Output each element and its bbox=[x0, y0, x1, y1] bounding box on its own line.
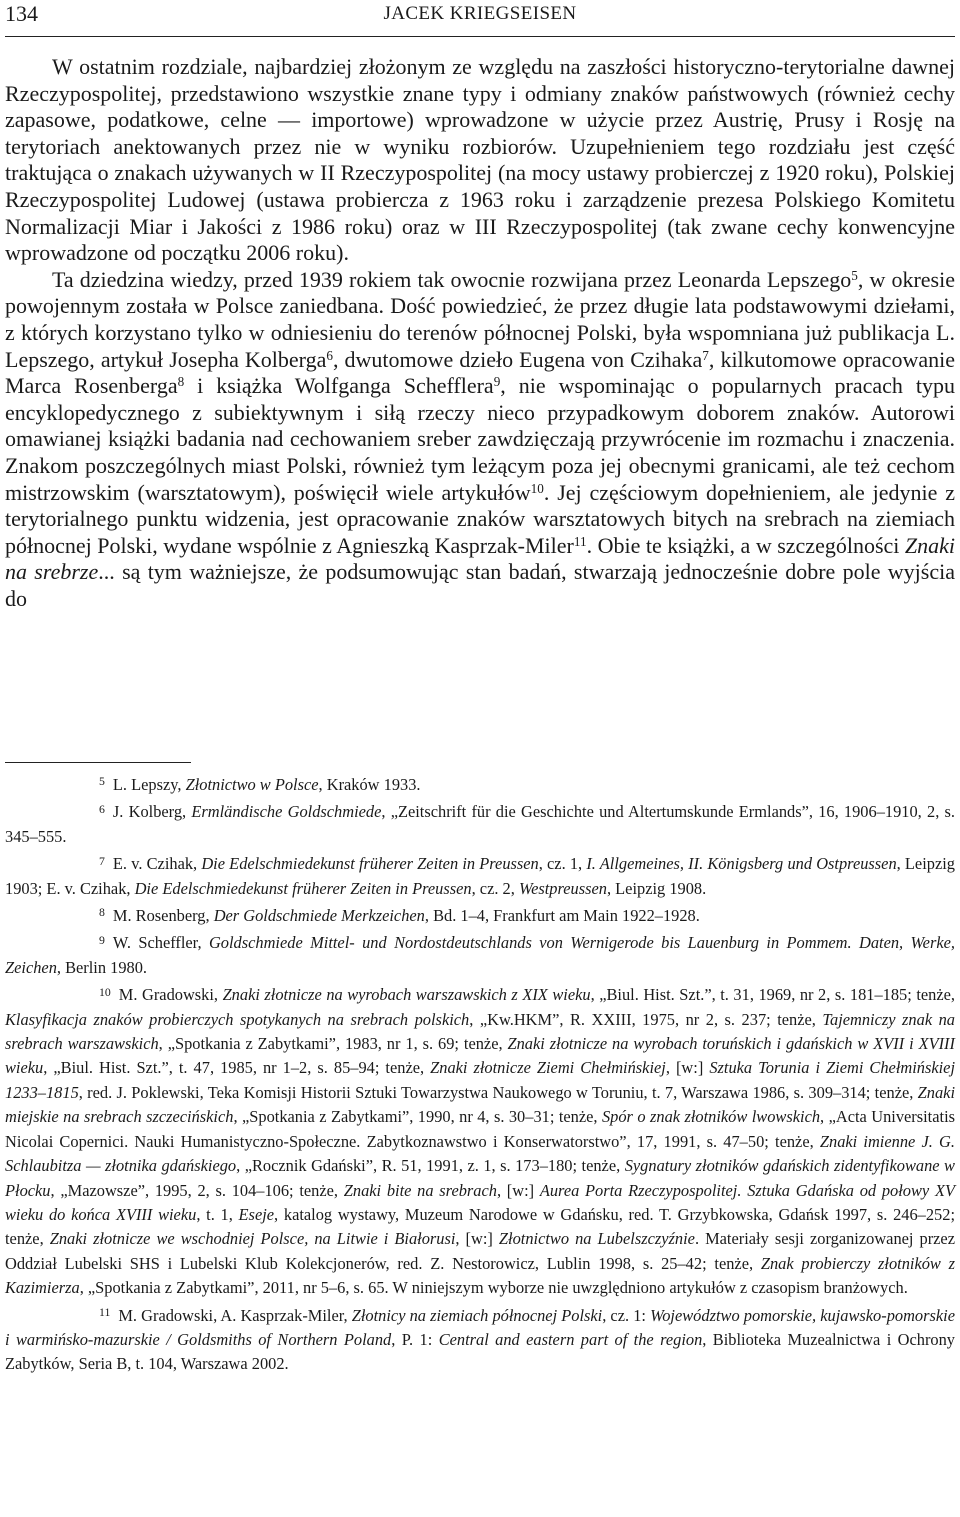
text-run: , „Spotkania z Zabytkami”, 2011, nr 5–6, s. 65. W niniejszym wyborze nie uwzględniono artykułów z czasopism branżowych. bbox=[79, 1278, 908, 1298]
text-run: , Bd. 1–4, Frankfurt am Main 1922–1928. bbox=[424, 906, 700, 926]
italic-title: Znaki bite na srebrach bbox=[343, 1180, 497, 1200]
text-run: i książka Wolfganga Schefflera bbox=[184, 373, 494, 399]
text-run: , [w:] bbox=[496, 1180, 540, 1200]
text-run: , Biblioteka Muzealnictwa i Ochrony Zabytków, Seria B, t. 104, Warszawa 2002. bbox=[5, 1329, 955, 1374]
text-run: , „Rocznik Gdański”, R. 51, 1991, z. 1, s. 173–180; tenże, bbox=[236, 1156, 625, 1176]
text-run: E. v. Czihak, bbox=[112, 854, 202, 874]
footnote-ref-10[interactable]: 10 bbox=[530, 480, 544, 496]
text-run: . Jej częściowym dopełnieniem, ale jedynie z terytorialnego punktu widzenia, jest opracowanie znaków warsztatowych bitych na srebrach na ziemiach północnej Polski, wydane wspólnie z Agnieszką Kasprzak-Miler bbox=[5, 479, 955, 558]
italic-title: Znak probierczy złotników z Kazimierza bbox=[5, 1253, 955, 1298]
footnotes bbox=[5, 773, 955, 1380]
italic-title: Die Edelschmiedekunst früherer Zeiten in Preussen bbox=[134, 878, 472, 898]
text-run: . Obie te książki, a w szczególności bbox=[586, 532, 905, 558]
text-run: , „Kw.HKM”, R. XXIII, 1975, nr 2, s. 237; tenże, bbox=[469, 1009, 823, 1029]
footnote-ref-5[interactable]: 5 bbox=[851, 267, 858, 283]
footnote-ref-11[interactable]: 11 bbox=[573, 533, 587, 549]
text-run: , Leipzig 1908. bbox=[606, 878, 707, 898]
footnote-ref-8[interactable]: 8 bbox=[177, 373, 185, 389]
text-run: J. Kolberg, bbox=[112, 802, 192, 822]
text-run: M. Rosenberg, bbox=[112, 906, 214, 926]
text-run: , cz. 1, bbox=[538, 854, 587, 874]
italic-title: Znaki złotnicze na wyrobach warszawskich z XIX wieku bbox=[222, 985, 591, 1005]
italic-title: Klasyfikacja znaków probierczych spotykanych na srebrach polskich bbox=[5, 1009, 470, 1029]
text-run: M. Gradowski, bbox=[118, 985, 223, 1005]
footnote-10: 10 M. Gradowski, Znaki złotnicze na wyrobach warszawskich z XIX wieku, „Biul. Hist. Szt.”, t. 31, 1969, nr 2, s. 181–185; tenże, Klasyfikacja znaków probierczych spotykanych na srebrach polskich, „Kw.HKM”, R. XXIII, 1975, nr 2, s. 237; tenże, Tajemniczy znak na srebrach warszawskich, „Spotkania z Zabytkami”, 1983, nr 1, s. 69; tenże, Znaki złotnicze na wyrobach toruńskich i gdańskich w XVII i XVIII wieku, „Biul. Hist. Szt.”, t. 47, 1985, nr 1–2, s. 85–94; tenże, Znaki złotnicze Ziemi Chełmińskiej, [w:] Sztuka Torunia i Ziemi Chełmińskiej 1233–1815, red. J. Poklewski, Teka Komisji Historii Sztuki Towarzystwa Naukowego w Toruniu, t. 7, Warszawa 1986, s. 309–314; tenże, Znaki miejskie na srebrach szczecińskich, „Spotkania z Zabytkami”, 1990, nr 4, s. 30–31; tenże, Spór o znak złotników lwowskich, „Acta Universitatis Nicolai Copernici. Nauki Humanistyczno-Społeczne. Zabytkoznawstwo i Konserwatorstwo”, 17, 1991, s. 47–50; tenże, Znaki imienne J. G. Schlaubitza — złotnika gdańskiego, „Rocznik Gdański”, R. 51, 1991, z. 1, s. 173–180; tenże, Sygnatury złotników gdańskich zidentyfikowane w Płocku, „Mazowsze”, 1995, 2, s. 104–106; tenże, Znaki bite na srebrach, [w:] Aurea Porta Rzeczypospolitej. Sztuka Gdańska od połowy XV wieku do końca XVIII wieku, t. 1, Eseje, katalog wystawy, Muzeum Narodowe w Gdańsku, red. T. Grzybkowska, Gdańsk 1997, s. 246–252; tenże, Znaki złotnicze we wschodniej Polsce, na Litwie i Białorusi, [w:] Złotnictwo na Lubelszczyźnie. Materiały sesji zorganizowanej przez Oddział Lubelski SHS i Lubelski Klub Kolekcjonerów, red. Z. Nestorowicz, Lublin 1998, s. 25–42; tenże, Znak probierczy złotników z Kazimierza, „Spotkania z Zabytkami”, 2011, nr 5–6, s. 65. W niniejszym wyborze nie uwzględniono artykułów z czasopism branżowych. bbox=[5, 984, 956, 1298]
italic-title: Złotnictwo na Lubelszczyźnie bbox=[498, 1229, 695, 1249]
text-run: , „Biul. Hist. Szt.”, t. 47, 1985, nr 1–2, s. 85–94; tenże, bbox=[43, 1058, 431, 1078]
text-run: , dwutomowe dzieło Eugena von Czihaka bbox=[332, 346, 703, 372]
text-run: . Materiały sesji zorganizowanej przez Oddział Lubelski SHS i Lubelski Klub Kolekcjonerów, red. Z. Nestorowicz, Lublin 1998, s. 25–42; tenże, bbox=[5, 1229, 955, 1273]
italic-title: Znaki imienne J. G. Schlaubitza — złotnika gdańskiego bbox=[5, 1131, 955, 1176]
italic-title: Aurea Porta Rzeczypospolitej. Sztuka Gdańska od połowy XV wieku do końca XVIII wieku bbox=[5, 1180, 955, 1224]
italic-title: Znaki miejskie na srebrach szczecińskich bbox=[5, 1082, 955, 1127]
text-run: , t. 1, bbox=[196, 1204, 239, 1224]
footnote-ref-6[interactable]: 6 bbox=[326, 347, 333, 363]
book-title: Znaki na srebrze bbox=[5, 532, 956, 585]
italic-title: I. Allgemeines, II. Königsberg und Ostpreussen bbox=[586, 854, 897, 874]
footnote-ref-7[interactable]: 7 bbox=[702, 347, 709, 363]
text-run: , „Mazowsze”, 1995, 2, s. 104–106; tenże, bbox=[50, 1180, 344, 1200]
page-number: 134 bbox=[5, 1, 38, 26]
text-run: , red. J. Poklewski, Teka Komisji Historii Sztuki Towarzystwa Naukowego w Toruniu, t. 7, Warszawa 1986, s. 309–314; tenże, bbox=[78, 1082, 918, 1102]
footnote-ref-9[interactable]: 9 bbox=[493, 373, 501, 389]
footnote-5: 5 L. Lepszy, Złotnictwo w Polsce, Kraków 1933. bbox=[99, 774, 421, 794]
text-run: , katalog wystawy, Muzeum Narodowe w Gdańsku, red. T. Grzybkowska, Gdańsk 1997, s. 246–252; tenże, bbox=[5, 1204, 956, 1249]
paragraph-2 bbox=[5, 267, 955, 613]
text-run: Ta dziedzina wiedzy, przed 1939 rokiem tak owocnie rozwijana przez Leonarda Lepszego bbox=[52, 266, 852, 292]
text-run: , „Spotkania z Zabytkami”, 1983, nr 1, s. 69; tenże, bbox=[158, 1034, 508, 1054]
footnote-11: 11 M. Gradowski, A. Kasprzak-Miler, Złotnicy na ziemiach północnej Polski, cz. 1: Województwo pomorskie, kujawsko-pomorskie i warmińsko-mazurskie / Goldsmiths of Northern Poland, P. 1: Central and eastern part of the region, Biblioteka Muzealnictwa i Ochrony Zabytków, Seria B, t. 104, Warszawa 2002. bbox=[5, 1304, 955, 1374]
footnote-9: 9 W. Scheffler, Goldschmiede Mittel- und Nordostdeutschlands von Wernigerode bis Lauenburg in Pommem. Daten, Werke, Zeichen, Berlin 1980. bbox=[5, 932, 955, 977]
text-run: , w okresie powojennym została w Polsce zaniedbana. Dość powiedzieć, że przez długie lata podstawowymi dziełami, z których korzystano tylko w odniesieniu do terenów północnej Polski, była wspomniana już publikacja L. Lepszego, artykuł Josepha Kolberga bbox=[5, 266, 955, 372]
running-head: JACEK KRIEGSEISEN bbox=[383, 3, 577, 24]
text-run: , [w:] bbox=[665, 1058, 710, 1078]
text-run: , kilkutomowe opracowanie Marca Rosenberga bbox=[5, 346, 955, 399]
footnote-separator bbox=[5, 762, 191, 763]
italic-title: Znaki złotnicze Ziemi Chełmińskiej bbox=[430, 1058, 666, 1078]
italic-title: Województwo pomorskie, kujawsko-pomorskie i warmińsko-mazurskie / Goldsmiths of Northern Poland bbox=[5, 1305, 955, 1349]
italic-title: Westpreussen bbox=[518, 878, 607, 898]
italic-title: Eseje bbox=[238, 1204, 275, 1224]
text-run: , „Biul. Hist. Szt.”, t. 31, 1969, nr 2, s. 181–185; tenże, bbox=[590, 985, 956, 1005]
page-header bbox=[5, 0, 955, 37]
text-run: , Leipzig 1903; E. v. Czihak, bbox=[5, 854, 955, 898]
main-text bbox=[5, 54, 955, 612]
text-run: , [w:] bbox=[455, 1229, 499, 1249]
text-run: M. Gradowski, A. Kasprzak-Miler, bbox=[118, 1305, 352, 1325]
text-run: , „Zeitschrift für die Geschichte und Altertumskunde Ermlands”, 16, 1906–1910, 2, s. 345–555. bbox=[5, 802, 955, 846]
italic-title: Sztuka Torunia i Ziemi Chełmińskiej 1233–1815 bbox=[5, 1058, 956, 1102]
italic-title: Znaki złotnicze we wschodniej Polsce, na Litwie i Białorusi bbox=[49, 1229, 456, 1249]
text-run: , „Acta Universitatis Nicolai Copernici. Nauki Humanistyczno-Społeczne. Zabytkoznawstwo i Konserwatorstwo”, 17, 1991, s. 47–50; tenże, bbox=[5, 1107, 955, 1151]
italic-title: Goldschmiede Mittel- und Nordostdeutschlands von Wernigerode bis Lauenburg in Pommem. Daten, Werke, Zeichen bbox=[5, 933, 955, 977]
text-run: , cz. 1: bbox=[602, 1305, 651, 1325]
text-run: L. Lepszy, bbox=[112, 775, 186, 794]
italic-title: Der Goldschmiede Merkzeichen bbox=[213, 906, 425, 926]
footnote-7: 7 E. v. Czihak, Die Edelschmiedekunst früherer Zeiten in Preussen, cz. 1, I. Allgemeines, II. Königsberg und Ostpreussen, Leipzig 1903; E. v. Czihak, Die Edelschmiedekunst früherer Zeiten in Preussen, cz. 2, Westpreussen, Leipzig 1908. bbox=[5, 853, 955, 898]
italic-title: Złotnictwo w Polsce bbox=[185, 775, 319, 794]
text-run: , P. 1: bbox=[391, 1329, 439, 1349]
italic-title: Spór o znak złotników lwowskich bbox=[601, 1107, 821, 1127]
text-run: , Berlin 1980. bbox=[56, 957, 148, 977]
footnote-6: 6 J. Kolberg, Ermländische Goldschmiede, „Zeitschrift für die Geschichte und Altertumskunde Ermlands”, 16, 1906–1910, 2, s. 345–555. bbox=[5, 801, 955, 846]
footnote-8: 8 M. Rosenberg, Der Goldschmiede Merkzeichen, Bd. 1–4, Frankfurt am Main 1922–1928. bbox=[99, 905, 700, 926]
text-run: , nie wspominając o popularnych pracach typu encyklopedycznego z subiektywnym i siłą rzeczy nieco przypadkowym doborem znaków. Autorowi omawianej książki badania nad cechowaniem sreber zawdzięczają przywrócenie im rozmachu i znaczenia. Znakom poszczególnych miast Polski, również tym leżącym poza jej obecnymi granicami, ale też cechom mistrzowskim (warsztatowym), poświęcił wiele artykułów bbox=[5, 373, 956, 505]
text-run: , cz. 2, bbox=[471, 878, 519, 898]
italic-title: Sygnatury złotników gdańskich zidentyfikowane w Płocku bbox=[5, 1156, 955, 1200]
text-run: , „Spotkania z Zabytkami”, 1990, nr 4, s. 30–31; tenże, bbox=[233, 1107, 602, 1127]
text-run: ... są tym ważniejsze, że podsumowując stan badań, stwarzają jednocześnie dobre pole wyjścia do bbox=[5, 559, 955, 611]
italic-title: Tajemniczy znak na srebrach warszawskich bbox=[5, 1009, 956, 1054]
italic-title: Znaki złotnicze na wyrobach toruńskich i gdańskich w XVII i XVIII wieku bbox=[5, 1034, 955, 1078]
text-run: W. Scheffler, bbox=[112, 933, 209, 953]
paragraph-1: W ostatnim rozdziale, najbardziej złożonym ze względu na zaszłości historyczno-terytorialne dawnej Rzeczypospolitej, przedstawiono wszystkie znane typy i odmiany znaków państwowych (również cechy zapasowe, podatkowe, celne — importowe) wprowadzone w użycie przez Austrię, Prusy i Rosję na terytoriach anektowanych przez nie w wyniku rozbiorów. Uzupełnieniem tego rozdziału jest część traktująca o znakach używanych w II Rzeczypospolitej (na mocy ustawy probierczej z 1920 roku), Polskiej Rzeczypospolitej Ludowej (ustawa probiercza z 1963 roku i zarządzenie prezesa Polskiego Komitetu Normalizacji Miar i Jakości z 1986 roku) oraz w III Rzeczypospolitej (tak zwane cechy konwencyjne wprowadzone od początku 2006 roku). bbox=[5, 54, 955, 266]
italic-title: Złotnicy na ziemiach północnej Polski bbox=[351, 1305, 603, 1325]
text-run: , Kraków 1933. bbox=[318, 775, 421, 794]
italic-title: Die Edelschmiedekunst früherer Zeiten in Preussen bbox=[201, 854, 539, 874]
italic-title: Ermländische Goldschmiede bbox=[191, 802, 382, 822]
italic-title: Central and eastern part of the region bbox=[438, 1329, 703, 1349]
